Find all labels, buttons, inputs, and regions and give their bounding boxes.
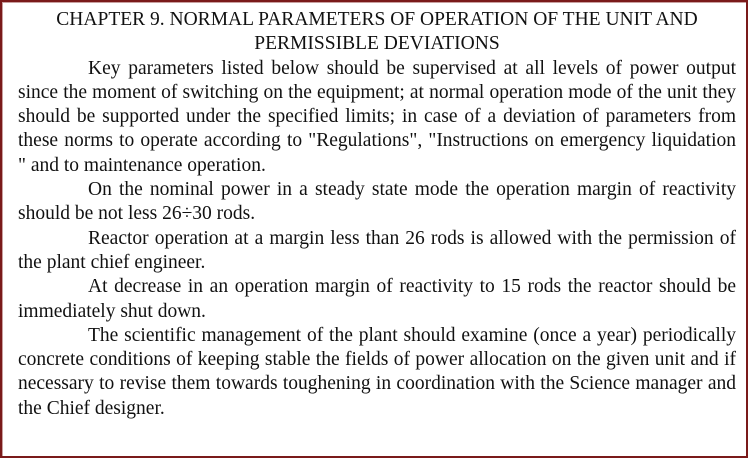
paragraph-reduced-margin: Reactor operation at a margin less than 26 rods is allowed with the permission of the plant chief engineer.: [18, 227, 736, 273]
chapter-title: CHAPTER 9. NORMAL PARAMETERS OF OPERATION OF THE UNIT AND PERMISSIBLE DEVIATIONS: [56, 9, 698, 55]
paragraph-scientific-management: The scientific management of the plant should examine (once a year) periodically concrete conditions of keeping stable the fields of power allocation on the given unit and if necessary to revise them towards toughening in coordination with the Science manager and the Chief designer.: [18, 324, 736, 419]
paragraph-nominal-power: On the nominal power in a steady state mode the operation margin of reactivity should be not less 26÷30 rods.: [18, 179, 736, 225]
paragraph-shutdown: At decrease in an operation margin of reactivity to 15 rods the reactor should be immediately shut down.: [18, 276, 736, 322]
document-body: [18, 8, 736, 421]
paragraph-key-parameters: Key parameters listed below should be supervised at all levels of power output since the moment of switching on the equipment; at normal operation mode of the unit they should be supported under the specified limits; in case of a deviation of parameters from these norms to operate according to "Regulations", "Instructions on emergency liquidation " and to maintenance operation.: [18, 57, 736, 176]
